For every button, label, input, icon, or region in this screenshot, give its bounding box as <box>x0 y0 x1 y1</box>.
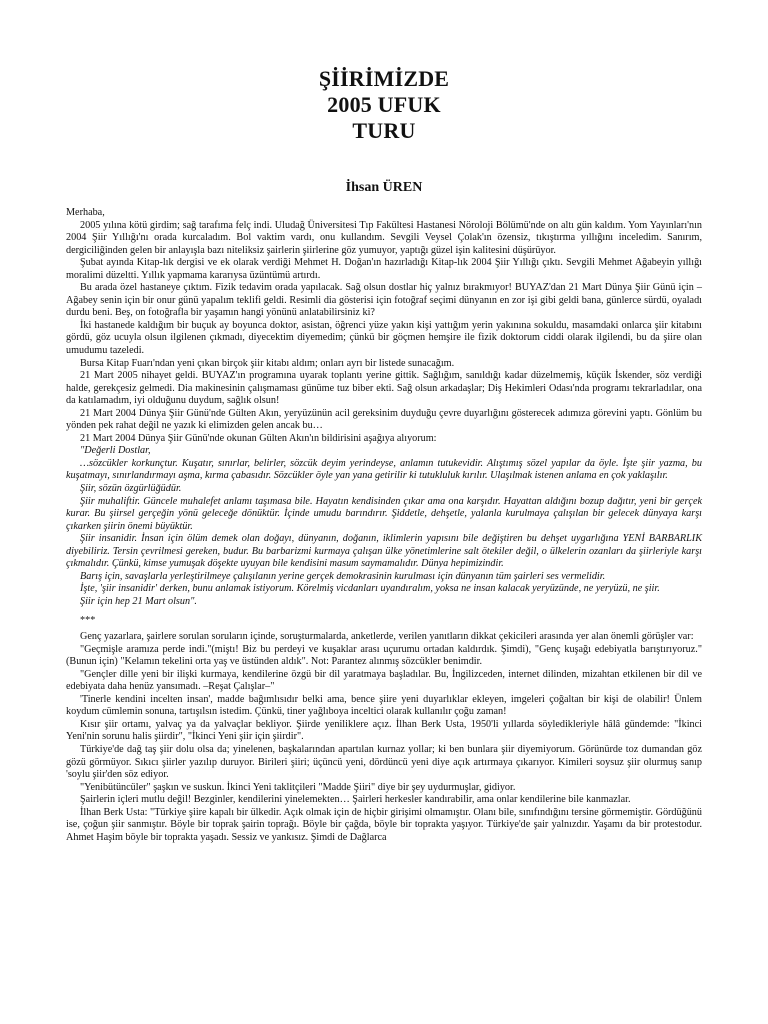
quote-line: …sözcükler korkunçtur. Kuşatır, sınırlar, belirler, sözcük deyim yerindeyse, anlamın tutukevidir. Alıştımış sözel yapılar da öyle. İşte şiir yazma, bu kuşatmayı, sınırlandırmayı aşma, kırma çabasıdır. Sözcükler öyle yan yana getirilir ki tutukluluk kırılır. Ulaşılmak istenen anlama en çok yaklaşılır. <box>66 457 702 482</box>
paragraph: İki hastanede kaldığım bir buçuk ay boyunca doktor, asistan, öğrenci yüze yakın kişi yattığım yerin yakınına sokuldu, masamdaki onlarca şiir kitabını gördü, göz ucuyla olsun ilgilenen çıkmadı, diyecektim diyemedim; çünkü bir göçmen hemşire ile fizik doktorum ciddi olarak ilgilendi, bu da şiire olan umudumu tazeledi. <box>66 319 702 357</box>
paragraph: "Yenibütüncüler" şaşkın ve suskun. İkinci Yeni taklitçileri "Madde Şiiri" diye bir şey uydurmuşlar, gidiyor. <box>80 781 516 793</box>
quote-line: Şiir insanidir. İnsan için ölüm demek olan doğayı, dünyanın, doğanın, iklimlerin yapısını bile değiştiren bu dehşet uygarlığına YENİ BARBARLIK diyebiliriz. Tersin çevrilmesi gereken, budur. Bu barbarizmi kurmaya çalışan ülke yönetimlerine salt ötekiler değil, o ülkelerin ozanları da şiirleriyle karşı çıkmalıdır. Çünkü, kimse yumuşak döşekte uyuyan bile kendisini masum saymamalıdır. Dünya hepimizindir. <box>66 533 702 570</box>
author-name: İhsan ÜREN <box>345 180 423 195</box>
quote-line: "Değerli Dostlar, <box>80 445 151 457</box>
title-line: 2005 UFUK <box>327 92 441 117</box>
quote-line: Şiir muhaliftir. Güncele muhalefet anlamı taşımasa bile. Hayatın kendisinden çıkar ama ona karşıdır. Hayattan aldığını bozup dağıtır, yeni bir gerçek kurar. Bu şiirsel gerçeğin yönü geleceğe dönüktür. İçinde umudu barındırır. Şiddetle, dehşetle, yalanla kurulmaya çalışılan bir gelecek dünyaya karşı çıkarken şiirin önemi büyüktür. <box>66 495 702 532</box>
paragraph: Türkiye'de dağ taş şiir dolu olsa da; yinelenen, başkalarından apartılan kurnaz yollar; ki ben bunlara şiir diyemiyorum. Görünürde toz dumandan göz gözü görmüyor. Sıkıcı şiirler yazılıp duruyor. Birileri şiiri; üçüncü yeni, dördüncü yeni diye açık artırmaya çıkarıyor. Kimileri soysuz şiir olurmuş sanıp 'soylu şiir'den söz ediyor. <box>66 743 702 781</box>
paragraph: 21 Mart 2004 Dünya Şiir Günü'nde okunan Gülten Akın'ın bildirisini aşağıya alıyorum: <box>80 432 437 444</box>
article-title <box>0 66 768 144</box>
paragraph: 2005 yılına kötü girdim; sağ tarafıma felç indi. Uludağ Üniversitesi Tıp Fakültesi Hastanesi Nöroloji Bölümü'nde on altı gün kaldım. Yom Yayınları'nın 2004 Şiir Yıllığı'nı orada kurcaladım. Bol vaktim vardı, onu kullandım. Sevgili Veysel Çolak'ın özensiz, tıkıştırma yıllığını inceledim. Sanırım, dergiciliğinden gelen bir anlayışla bazı niteliksiz şairlerin şiirlerine göz yumuyor, yaptığı güzel işin kalitesini düşürüyor. <box>66 219 702 256</box>
greeting: Merhaba, <box>66 207 105 218</box>
paragraph: 21 Mart 2005 nihayet geldi. BUYAZ'ın programına uyarak toplantı yerine gittik. Sağlığım, sanıldığı kadar düzelmemiş, küçük İskender, söz verdiği halde, gerekçesiz gelmedi. Dia makinesinin çalışmaması günüme tuz biber ekti. Sağ olsun arkadaşlar; Diş Hekimleri Odası'nda programı tekrarladılar, ona da katılamadım, iyi olduğunu duydum, sağlık olsun! <box>66 370 702 407</box>
paragraph: Kısır şiir ortamı, yalvaç ya da yalvaçlar bekliyor. Şiirde yeniliklere açız. İlhan Berk Usta, 1950'li yıllarda söyledikleriyle hâlâ gündemde: "İkinci Yeni'nin sorunu halis şiirdir", "İkinci Yeni şiir için şiirdir". <box>66 718 702 743</box>
paragraph: Şairlerin içleri mutlu değil! Bezginler, kendilerini yinelemekten… Şairleri herkesler kandırabilir, ama onlar kendilerine bile kanmazlar. <box>80 794 631 806</box>
paragraph: "Gençler dille yeni bir ilişki kurmaya, kendilerine özgü bir dil yaratmaya başladılar. Bu, İngilizceden, internet dilinden, mizahtan etkilenen bir dil ve edebiyata daha henüz yansımadı. –Reşat Çalışlar–" <box>66 668 702 693</box>
paragraph: Bursa Kitap Fuarı'ndan yeni çıkan birçok şiir kitabı aldım; onları ayrı bir listede sunacağım. <box>80 357 455 369</box>
quote-line: Şiir için hep 21 Mart olsun". <box>80 595 197 607</box>
quote-line: İşte, 'şiir insanidir' derken, bunu anlamak istiyorum. Körelmiş vicdanları uyandıralım, yoksa ne insan kalacak yeryüzünde, ne yeryüzü, ne şiir. <box>80 583 660 595</box>
paragraph: Genç yazarlara, şairlere sorulan soruların içinde, soruşturmalarda, anketlerde, verilen yanıtların dikkat çekicileri arasında yer alan önemli görüşler var: <box>80 631 694 643</box>
section-separator: *** <box>80 614 96 626</box>
paragraph: Şubat ayında Kitap-lık dergisi ve ek olarak verdiği Mehmet H. Doğan'ın hazırladığı Kitap-lık 2004 Şiir Yıllığı çıktı. Sevgili Mehmet Ağabeyin yıllığı moralimi düzeltti. Yıllık yapmama kararıysa üzüntümü artırdı. <box>66 257 702 281</box>
paragraph: "Geçmişle aramıza perde indi."(miştı! Biz bu perdeyi ve kuşaklar arası uçurumu ortadan kaldırdık. Şimdi), "Genç kuşağı edebiyatla barıştırıyoruz." (Bunun için) "Kelamın tekelini orta yaş ve üstünden aldık". Not: Parantez alınmış sözcükler benimdir. <box>66 643 702 668</box>
title-line: TURU <box>352 118 416 143</box>
title-line: ŞİİRİMİZDE <box>318 66 450 91</box>
paragraph: 'Tinerle kendini incelten insan', madde bağımlısıdır belki ama, bence şiire yeni duyarlıklar ekleyen, imgeleri çoğaltan bir kişi de olabilir! Ünlem koydum cümlemin sonuna, tartışılsın istedim. Çünkü, tiner yağlıboya inceltici olarak kullanılır çoğu zaman! <box>66 693 702 718</box>
paragraph: İlhan Berk Usta: "Türkiye şiire kapalı bir ülkedir. Açık olmak için de hiçbir girişimi olmamıştır. Olanı bile, sınıfındığını tersine görmemiştir. Gördüğünü ise, çoğun şiir sanmıştır. Böyle bir toprak şairin toprağı. Böyle bir çağda, böyle bir toprakta yaşıyor. Türkiye'de şair yalnızdır. Yaşamı da bir protestodur. Ahmet Haşim böyle bir toprakta yaşadı. Sessiz ve yankısız. Şimdi de Dağlarca <box>66 806 702 843</box>
quote-line: Barış için, savaşlarla yerleştirilmeye çalışılanın yerine gerçek demokrasinin kurulması için dünyanın tüm şairleri ses vermelidir. <box>80 570 606 582</box>
article-body <box>66 207 702 844</box>
paragraph: 21 Mart 2004 Dünya Şiir Günü'nde Gülten Akın, yeryüzünün acil gereksinim duyduğu çevre duyarlığını gösterecek adımıza görevini yaptı. Gönlüm bu yönden pek rahat değil ne yazık ki elimizden gelen ancak bu… <box>66 407 702 432</box>
paragraph: Bu arada özel hastaneye çıktım. Fizik tedavim orada yapılacak. Sağ olsun dostlar hiç yalnız bırakmıyor! BUYAZ'dan 21 Mart Dünya Şiir Günü için – Ağabey senin için bir onur günü yapalım teklifi geldi. Resimli dia gösterisi için fotoğraf seçimi dünyanın en zor işi gibi geldi bana, günlerce sürdü, oyaladı durdu beni. Beş, on fotoğrafla bir yaşamın hangi yönünü anlatabilirsiniz ki? <box>66 282 702 319</box>
quote-line: Şiir, sözün özgürlüğüdür. <box>80 483 182 495</box>
